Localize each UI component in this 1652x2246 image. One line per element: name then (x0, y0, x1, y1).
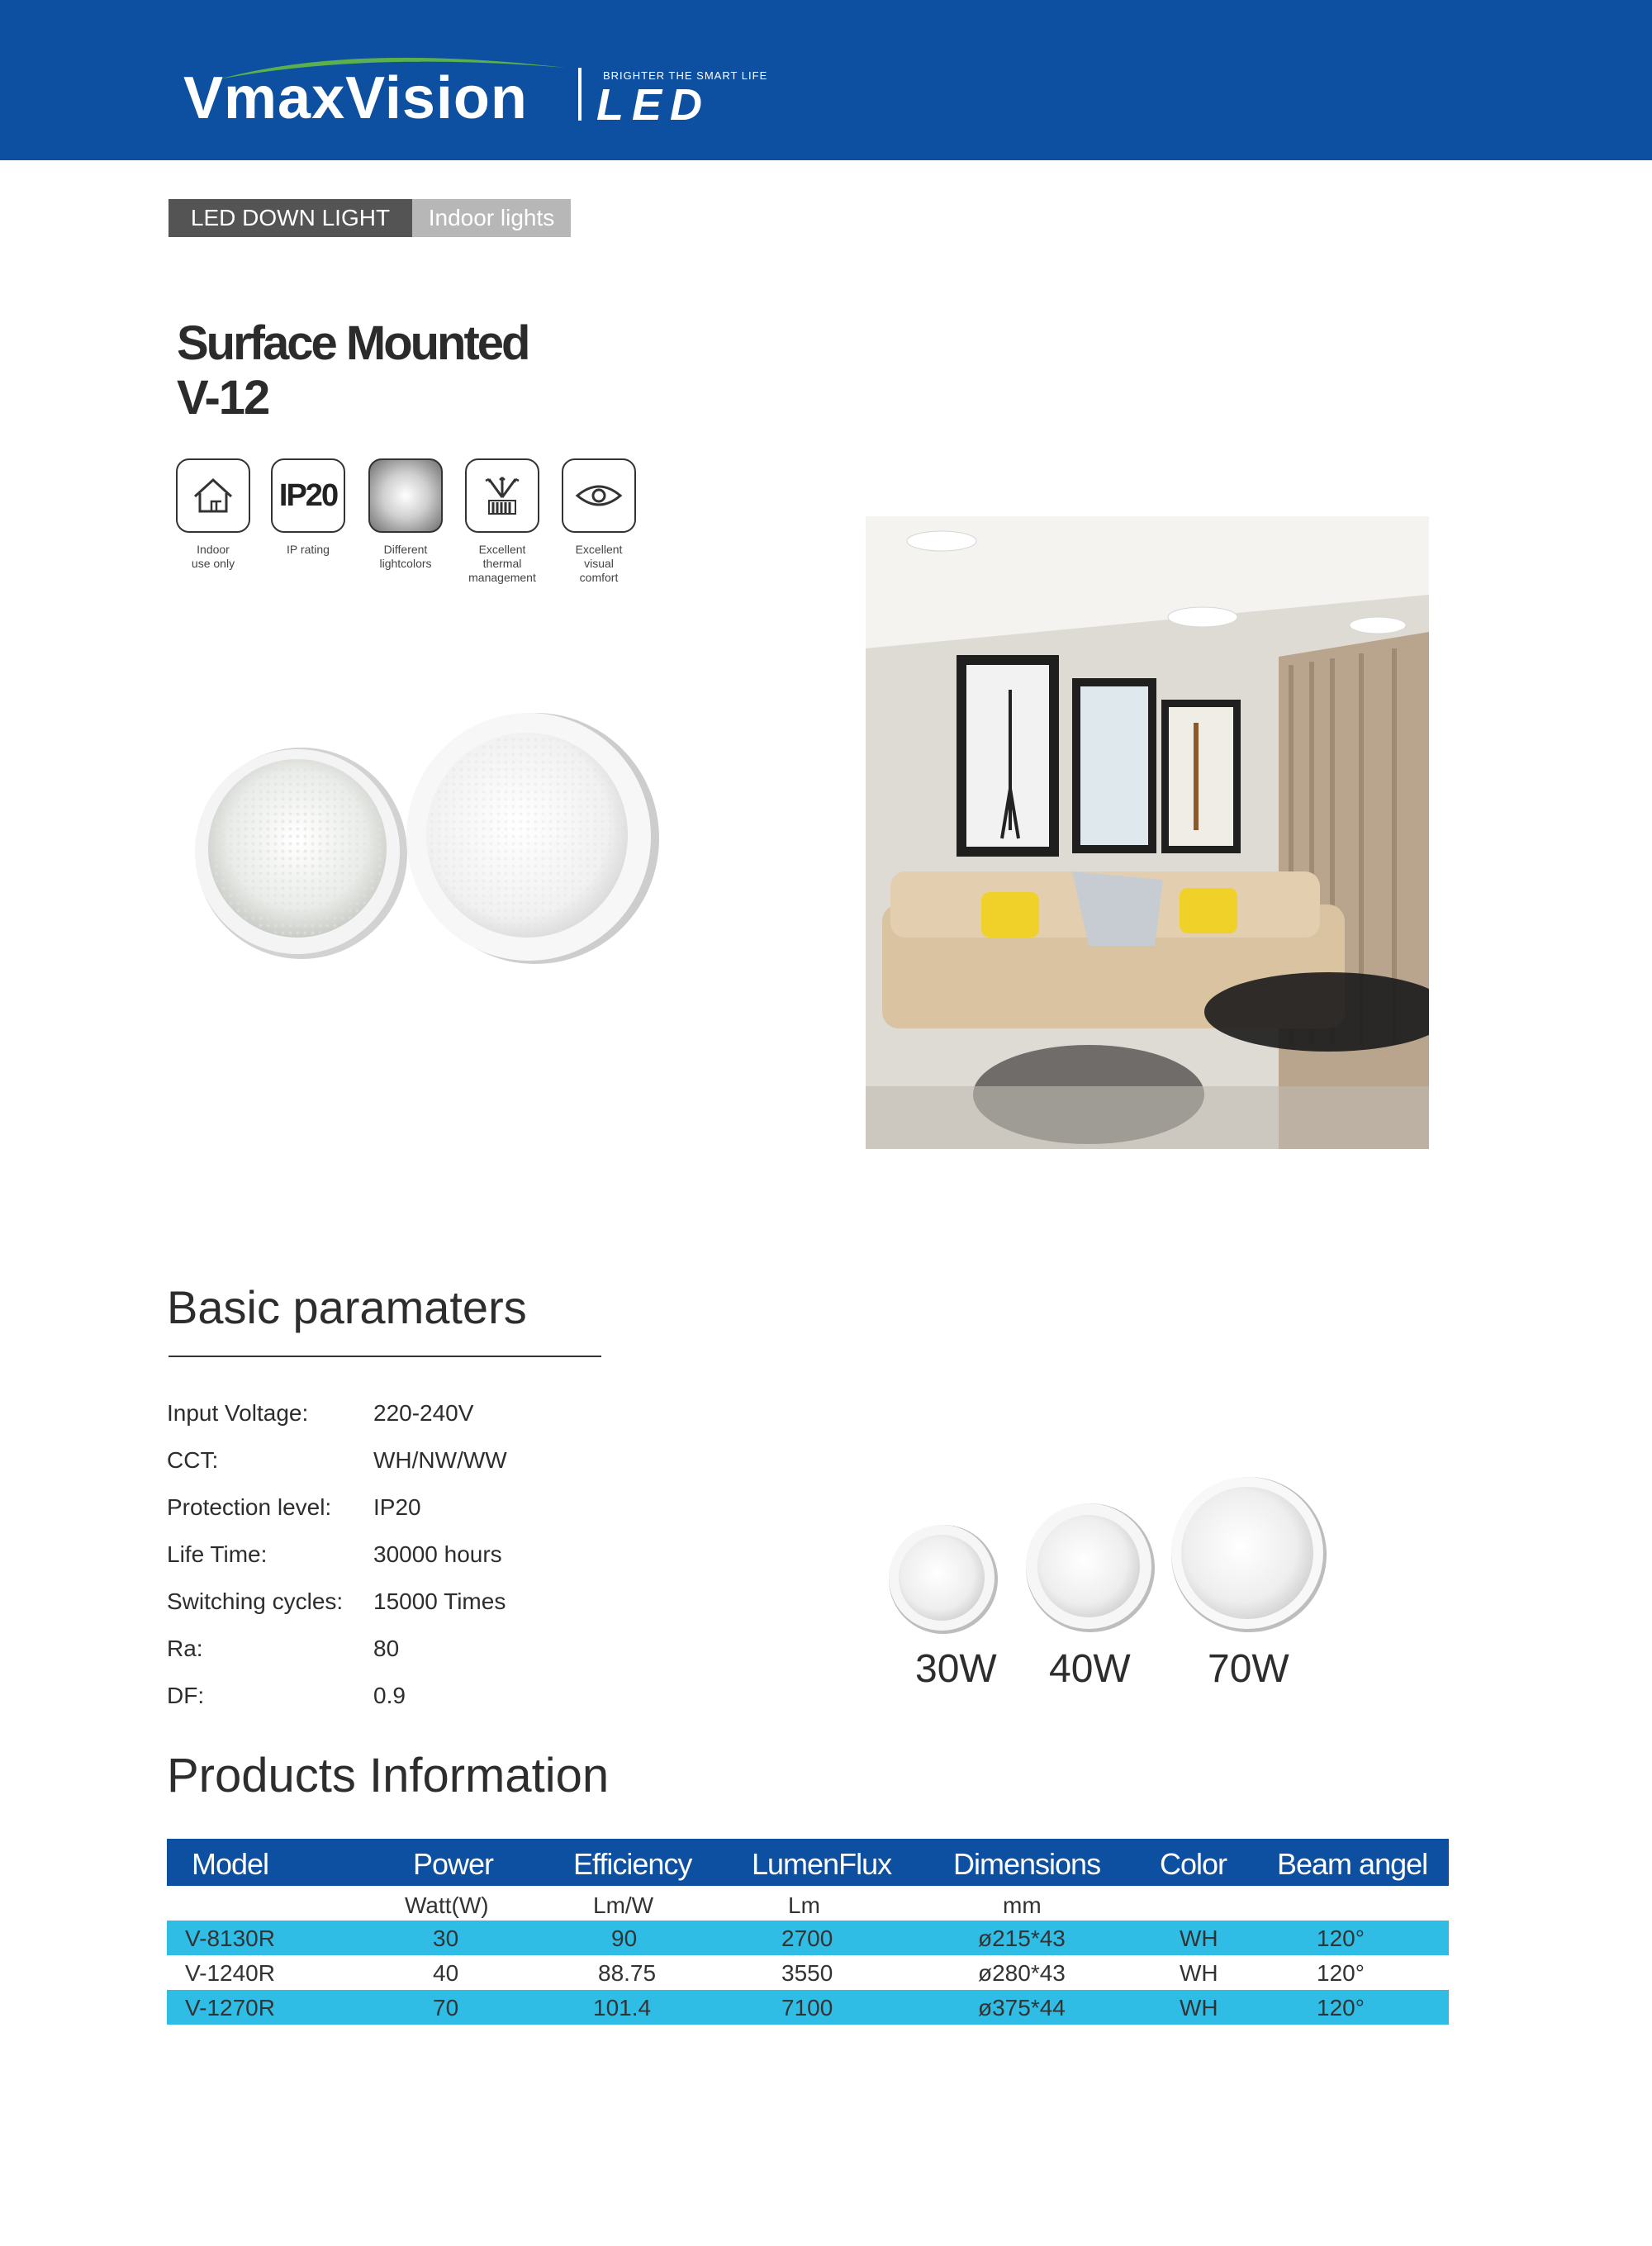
feature-label-line: lightcolors (379, 557, 432, 570)
brand-logo: VmaxVision (183, 65, 528, 131)
wattage-label: 40W (1049, 1647, 1131, 1691)
feature-label-line: management (468, 571, 536, 584)
feature-label-line: Indoor (197, 543, 230, 556)
cell-beam-angle: 120° (1317, 1995, 1365, 2020)
param-key: CCT: (167, 1447, 219, 1473)
param-key: Protection level: (167, 1494, 332, 1520)
feature-label-line: Excellent (478, 543, 526, 556)
column-header: Model (192, 1847, 269, 1881)
feature-thermal (457, 458, 548, 585)
param-row (167, 1636, 399, 1662)
param-value: 80 (373, 1636, 400, 1661)
product-photo (190, 706, 686, 979)
feature-label-line: IP rating (287, 543, 330, 556)
feature-lightcolors (360, 458, 451, 571)
product-model: V-12 (177, 371, 269, 425)
params-heading: Basic paramaters (167, 1281, 527, 1333)
ip20-icon-text: IP20 (278, 477, 338, 513)
cell-dimensions: ø375*44 (978, 1995, 1066, 2020)
cell-efficiency: 90 (611, 1925, 638, 1951)
house-icon (176, 458, 250, 533)
cell-color: WH (1180, 1925, 1218, 1951)
param-value: 30000 hours (373, 1541, 502, 1567)
room-scene-photo (866, 516, 1429, 1149)
param-value: 15000 Times (373, 1588, 506, 1614)
cell-model: V-8130R (185, 1925, 275, 1951)
unit-label: Lm (788, 1892, 820, 1918)
column-header: LumenFlux (752, 1847, 892, 1881)
units-row (167, 1886, 1449, 1921)
wattage-label: 70W (1208, 1647, 1289, 1691)
feature-visual-comfort (553, 458, 644, 585)
feature-label-line: visual (584, 557, 614, 570)
cell-lumen: 3550 (781, 1960, 833, 1986)
table-row (167, 1990, 1449, 2025)
feature-label-line: comfort (579, 571, 619, 584)
param-key: Input Voltage: (167, 1400, 309, 1426)
unit-label: Watt(W) (405, 1892, 489, 1918)
param-row (167, 1400, 473, 1427)
param-value: 220-240V (373, 1400, 474, 1426)
cell-color: WH (1180, 1960, 1218, 1986)
products-heading: Products Information (167, 1749, 610, 1802)
logo-tagline: BRIGHTER THE SMART LIFE (603, 69, 768, 82)
cell-color: WH (1180, 1995, 1218, 2020)
feature-label-line: Excellent (575, 543, 623, 556)
gradient-light-icon (368, 458, 443, 533)
cell-power: 40 (433, 1960, 459, 1986)
cell-efficiency: 101.4 (593, 1995, 652, 2020)
table-row (167, 1921, 1449, 1955)
param-key: Life Time: (167, 1541, 268, 1567)
feature-label-line: thermal (482, 557, 522, 570)
unit-label: mm (1003, 1892, 1042, 1918)
param-key: DF: (167, 1683, 205, 1708)
led-logo: LED (596, 80, 710, 130)
param-key: Switching cycles: (167, 1588, 344, 1614)
cell-power: 30 (433, 1925, 459, 1951)
cell-model: V-1270R (185, 1995, 275, 2020)
cell-dimensions: ø280*43 (978, 1960, 1066, 1986)
feature-label-line: use only (191, 557, 235, 570)
feature-ip-rating (263, 458, 354, 557)
feature-indoor (168, 458, 259, 571)
eye-icon (562, 458, 636, 533)
unit-label: Lm/W (593, 1892, 654, 1918)
heat-sink-icon (465, 458, 539, 533)
column-header: Power (413, 1847, 494, 1881)
cell-efficiency: 88.75 (598, 1960, 657, 1986)
cell-model: V-1240R (185, 1960, 275, 1986)
logo-divider (578, 68, 582, 121)
param-value: 0.9 (373, 1683, 406, 1708)
param-value: IP20 (373, 1494, 421, 1520)
table-row (167, 1955, 1449, 1990)
param-value: WH/NW/WW (373, 1447, 507, 1473)
column-header: Efficiency (573, 1847, 692, 1881)
products-table (167, 1839, 1449, 2025)
category-tag-primary: LED DOWN LIGHT (169, 199, 412, 237)
wattage-lamps-photo (884, 1470, 1346, 1644)
cell-lumen: 7100 (781, 1995, 833, 2020)
param-key: Ra: (167, 1636, 203, 1661)
ip20-icon (271, 458, 345, 533)
product-title: Surface Mounted (177, 316, 529, 370)
param-row (167, 1683, 406, 1709)
param-row (167, 1494, 421, 1521)
cell-dimensions: ø215*43 (978, 1925, 1066, 1951)
cell-power: 70 (433, 1995, 459, 2020)
params-divider (169, 1356, 601, 1357)
cell-beam-angle: 120° (1317, 1960, 1365, 1986)
table-header (167, 1839, 1449, 1886)
feature-label-line: Different (383, 543, 428, 556)
cell-lumen: 2700 (781, 1925, 833, 1951)
wattage-label: 30W (915, 1647, 997, 1691)
column-header: Color (1160, 1847, 1227, 1881)
param-row (167, 1588, 506, 1615)
param-row (167, 1541, 502, 1568)
param-row (167, 1447, 507, 1474)
column-header: Dimensions (953, 1847, 1101, 1881)
category-tag-secondary: Indoor lights (412, 199, 571, 237)
cell-beam-angle: 120° (1317, 1925, 1365, 1951)
column-header: Beam angel (1277, 1847, 1428, 1881)
